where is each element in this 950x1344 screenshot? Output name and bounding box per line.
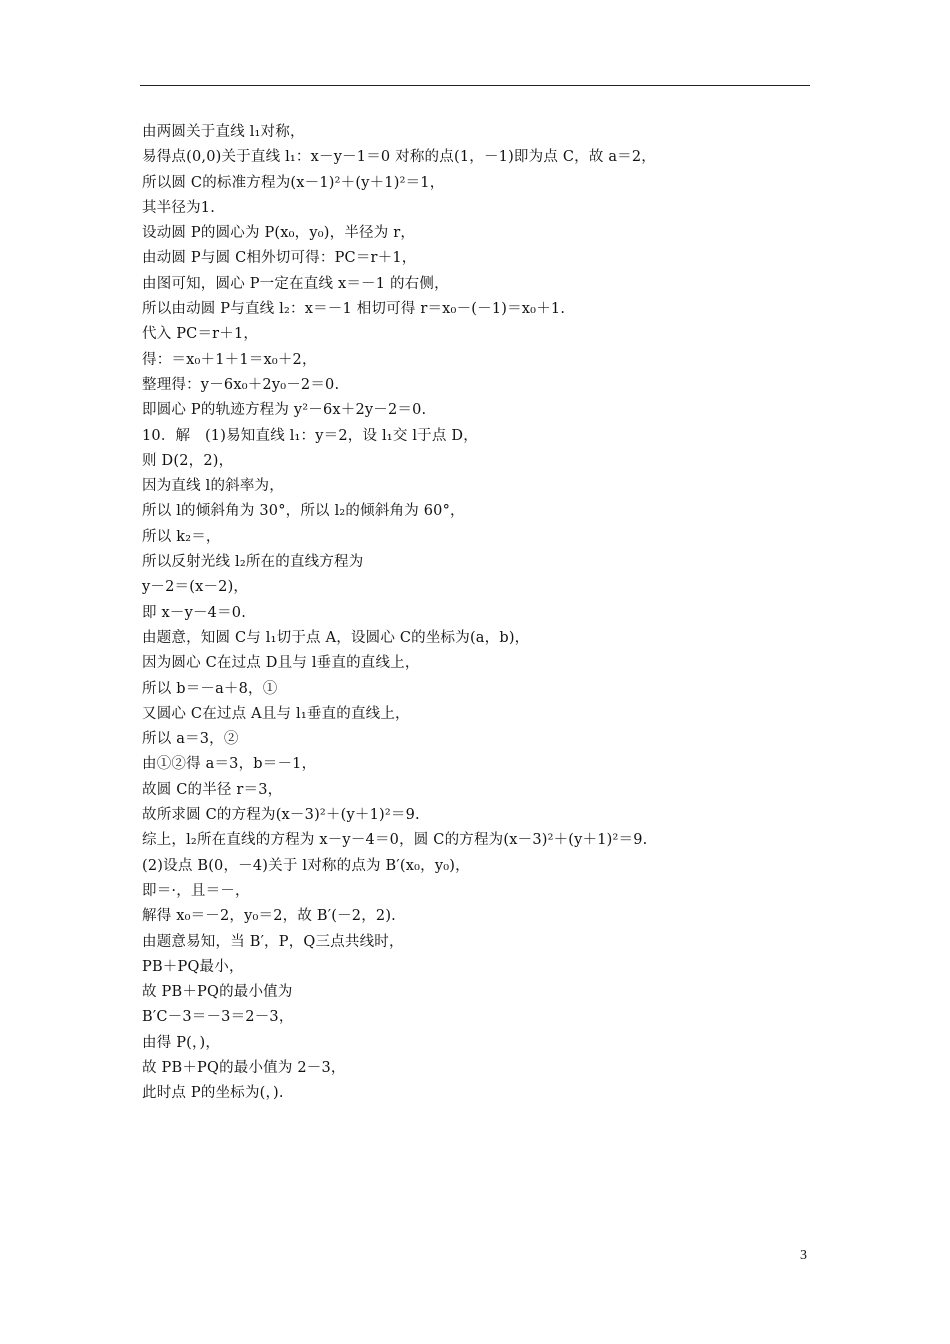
text-line: y－2＝(x－2)， [142, 579, 249, 596]
text-line: 故圆 C的半径 r＝3， [142, 781, 283, 798]
text-line: 10．解 (1)易知直线 l₁：y＝2，设 l₁交 l于点 D， [142, 427, 478, 444]
text-line: 所以 l的倾斜角为 30°，所以 l₂的倾斜角为 60°， [142, 503, 465, 520]
text-line: 由图可知，圆心 P一定在直线 x＝－1 的右侧， [142, 275, 449, 292]
text-line: 其半径为1. [142, 199, 216, 216]
text-line: 所以 b＝－a＋8，① [142, 680, 278, 697]
text-line: PB＋PQ最小， [142, 958, 244, 975]
text-line: 由题意易知，当 B′，P，Q三点共线时， [142, 933, 404, 950]
text-line: 所以 a＝3，② [142, 731, 239, 748]
text-line: 因为圆心 C在过点 D且与 l垂直的直线上， [142, 655, 420, 672]
text-line: 得：＝x₀＋1＋1＝x₀＋2， [142, 351, 317, 368]
text-line: 整理得：y－6x₀＋2y₀－2＝0. [142, 376, 340, 393]
text-line: 由得 P(，)， [142, 1034, 221, 1051]
text-line: 故 PB＋PQ的最小值为 [142, 984, 293, 1001]
solution-text [142, 120, 822, 1107]
text-line: (2)设点 B(0，－4)关于 l对称的点为 B′(x₀，y₀)， [142, 857, 470, 874]
text-line: 则 D(2，2)， [142, 452, 234, 469]
text-line: 由动圆 P与圆 C相外切可得：PC＝r＋1， [142, 250, 417, 267]
text-line: 综上，l₂所在直线的方程为 x－y－4＝0，圆 C的方程为(x－3)²＋(y＋1)²＝9. [142, 832, 648, 849]
text-line: 又圆心 C在过点 A且与 l₁垂直的直线上， [142, 705, 410, 722]
text-line: 代入 PC＝r＋1， [142, 326, 259, 343]
text-line: 故所求圆 C的方程为(x－3)²＋(y＋1)²＝9. [142, 807, 420, 824]
text-line: 因为直线 l的斜率为， [142, 478, 284, 495]
text-line: 由题意，知圆 C与 l₁切于点 A，设圆心 C的坐标为(a，b)， [142, 629, 530, 646]
text-line: 由①②得 a＝3，b＝－1， [142, 756, 317, 773]
text-line: 所以 k₂＝， [142, 528, 221, 545]
page-number: 3 [800, 1248, 807, 1263]
text-line: 即 x－y－4＝0. [142, 604, 247, 621]
text-line: 由两圆关于直线 l₁对称， [142, 124, 305, 140]
text-line: 设动圆 P的圆心为 P(x₀，y₀)，半径为 r， [142, 225, 416, 242]
text-line: 所以由动圆 P与直线 l₂：x＝－1 相切可得 r＝x₀－(－1)＝x₀＋1. [142, 301, 566, 318]
text-line: 易得点(0,0)关于直线 l₁：x－y－1＝0 对称的点(1，－1)即为点 C，故 a＝2， [142, 149, 657, 166]
text-line: 解得 x₀＝－2，y₀＝2，故 B′(－2，2). [142, 908, 396, 925]
text-line: 即＝·，且＝－， [142, 882, 250, 899]
text-line: 即圆心 P的轨迹方程为 y²－6x＋2y－2＝0. [142, 402, 427, 419]
text-line: 此时点 P的坐标为(，). [142, 1085, 284, 1102]
text-line: 故 PB＋PQ的最小值为 2－3， [142, 1059, 346, 1076]
text-line: B′C－3＝－3＝2－3， [142, 1009, 294, 1026]
header-rule [140, 85, 810, 86]
text-line: 所以圆 C的标准方程为(x－1)²＋(y＋1)²＝1， [142, 174, 445, 191]
text-line: 所以反射光线 l₂所在的直线方程为 [142, 554, 364, 571]
